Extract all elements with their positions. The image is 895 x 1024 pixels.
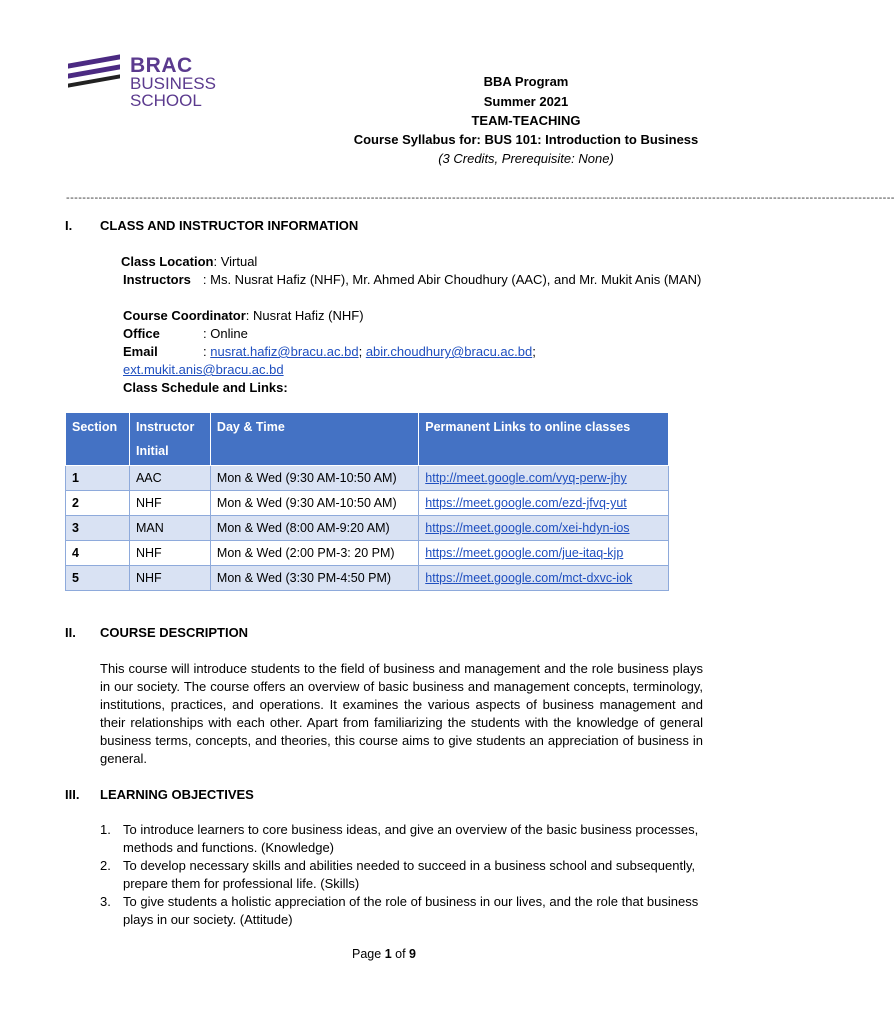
section-cell: 2 <box>66 491 130 516</box>
instructors-label: Instructors <box>123 272 191 287</box>
section-cell: 1 <box>66 466 130 491</box>
of-word: of <box>395 947 406 961</box>
meet-link[interactable]: http://meet.google.com/vyq-perw-jhy <box>425 471 627 485</box>
meet-link[interactable]: https://meet.google.com/xei-hdyn-ios <box>425 521 630 535</box>
email-line <box>123 343 703 379</box>
term-title: Summer 2021 <box>483 94 569 109</box>
office-value: : Online <box>203 326 248 341</box>
section-heading-learning-objectives <box>65 786 254 804</box>
program-title: BBA Program <box>483 74 569 89</box>
divider-line: ------------------------------------------------------------------------------------------------------------------------------------------------------------------------------------------------------------ <box>66 192 895 204</box>
link-cell <box>419 516 669 541</box>
class-schedule-table <box>65 412 669 591</box>
header-instructor-initial: Instructor Initial <box>129 413 210 466</box>
header-section: Section <box>66 413 130 466</box>
instructor-cell: NHF <box>129 541 210 566</box>
list-item <box>100 857 703 893</box>
section-title: COURSE DESCRIPTION <box>100 625 249 640</box>
current-page: 1 <box>384 947 392 961</box>
instructor-cell: NHF <box>129 566 210 591</box>
email-link-aac[interactable]: abir.choudhury@bracu.ac.bd <box>365 344 533 359</box>
section-heading-course-description <box>65 624 248 642</box>
link-cell <box>419 466 669 491</box>
section-number: II. <box>65 625 76 640</box>
course-title: Course Syllabus for: BUS 101: Introduction to Business <box>353 132 699 147</box>
instructor-cell: AAC <box>129 466 210 491</box>
brac-business-school-logo <box>68 45 268 115</box>
table-header-row <box>66 413 669 466</box>
list-number: 3. <box>100 894 111 909</box>
teaching-mode: TEAM-TEACHING <box>471 113 581 128</box>
class-schedule-label: Class Schedule and Links: <box>123 380 288 395</box>
instructors-value: : Ms. Nusrat Hafiz (NHF), Mr. Ahmed Abir Choudhury (AAC), and Mr. Mukit Anis (MAN) <box>202 272 702 287</box>
meet-link[interactable]: https://meet.google.com/mct-dxvc-iok <box>425 571 633 585</box>
table-row <box>66 466 669 491</box>
day-time-cell: Mon & Wed (8:00 AM-9:20 AM) <box>210 516 418 541</box>
list-text: To introduce learners to core business ideas, and give an overview of the basic business processes, methods and functions. (Knowledge) <box>123 822 699 855</box>
page-footer <box>0 947 768 961</box>
email-label: Email <box>123 344 158 359</box>
email-colon: : <box>203 344 211 359</box>
header-day-time: Day & Time <box>210 413 418 466</box>
instructors-line <box>123 271 703 289</box>
email-link-nhf[interactable]: nusrat.hafiz@bracu.ac.bd <box>210 344 359 359</box>
day-time-cell: Mon & Wed (2:00 PM-3: 20 PM) <box>210 541 418 566</box>
day-time-cell: Mon & Wed (9:30 AM-10:50 AM) <box>210 466 418 491</box>
list-text: To develop necessary skills and abilities needed to succeed in a business school and subsequently, prepare them for professional life. (Skills) <box>123 858 696 891</box>
section-cell: 5 <box>66 566 130 591</box>
section-number: III. <box>65 787 80 802</box>
logo-text-brac: BRAC <box>130 54 193 77</box>
section-title: CLASS AND INSTRUCTOR INFORMATION <box>100 218 359 233</box>
meet-link[interactable]: https://meet.google.com/jue-itaq-kjp <box>425 546 624 560</box>
list-number: 1. <box>100 822 111 837</box>
day-time-cell: Mon & Wed (3:30 PM-4:50 PM) <box>210 566 418 591</box>
class-location-value: : Virtual <box>213 254 258 269</box>
table-row <box>66 491 669 516</box>
list-item <box>100 893 703 929</box>
logo-text-school: SCHOOL <box>130 91 202 110</box>
logo-text-business: BUSINESS <box>130 74 216 93</box>
office-label: Office <box>123 326 160 341</box>
office-line <box>123 325 703 343</box>
section-cell: 3 <box>66 516 130 541</box>
link-cell <box>419 491 669 516</box>
table-row <box>66 566 669 591</box>
course-credits: (3 Credits, Prerequisite: None) <box>438 151 614 166</box>
class-location-line <box>121 253 701 271</box>
coordinator-label: Course Coordinator <box>123 308 246 323</box>
table-row <box>66 541 669 566</box>
instructor-cell: NHF <box>129 491 210 516</box>
class-location-label: Class Location <box>121 254 214 269</box>
page-word: Page <box>352 947 382 961</box>
email-link-man[interactable]: ext.mukit.anis@bracu.ac.bd <box>123 362 284 377</box>
coordinator-value: : Nusrat Hafiz (NHF) <box>245 308 364 323</box>
section-cell: 4 <box>66 541 130 566</box>
learning-objectives-list <box>100 821 703 929</box>
coordinator-line <box>123 307 703 325</box>
table-row <box>66 516 669 541</box>
list-item <box>100 821 703 857</box>
section-number: I. <box>65 218 73 233</box>
header-permanent-links: Permanent Links to online classes <box>419 413 669 466</box>
day-time-cell: Mon & Wed (9:30 AM-10:50 AM) <box>210 491 418 516</box>
link-cell <box>419 541 669 566</box>
instructor-cell: MAN <box>129 516 210 541</box>
list-number: 2. <box>100 858 111 873</box>
list-text: To give students a holistic appreciation of the role of business in our lives, and the role that business plays in our society. (Attitude) <box>123 894 699 927</box>
section-title: LEARNING OBJECTIVES <box>100 787 254 802</box>
link-cell <box>419 566 669 591</box>
section-heading-class-info <box>65 217 358 235</box>
meet-link[interactable]: https://meet.google.com/ezd-jfvq-yut <box>425 496 627 510</box>
email-separator: ; <box>358 344 366 359</box>
course-description-text: This course will introduce students to the field of business and management and the role business plays in our society. The course offers an overview of basic business and management concepts, terminology, institutions, practices, and operations. It examines the various aspects of business management and their relationships with each other. Apart from familiarizing the students with the knowledge of general business terms, concepts, and theories, this course aims to give students an appreciation of business in general. <box>100 661 703 766</box>
total-pages: 9 <box>409 947 416 961</box>
email-separator: ; <box>532 344 536 359</box>
